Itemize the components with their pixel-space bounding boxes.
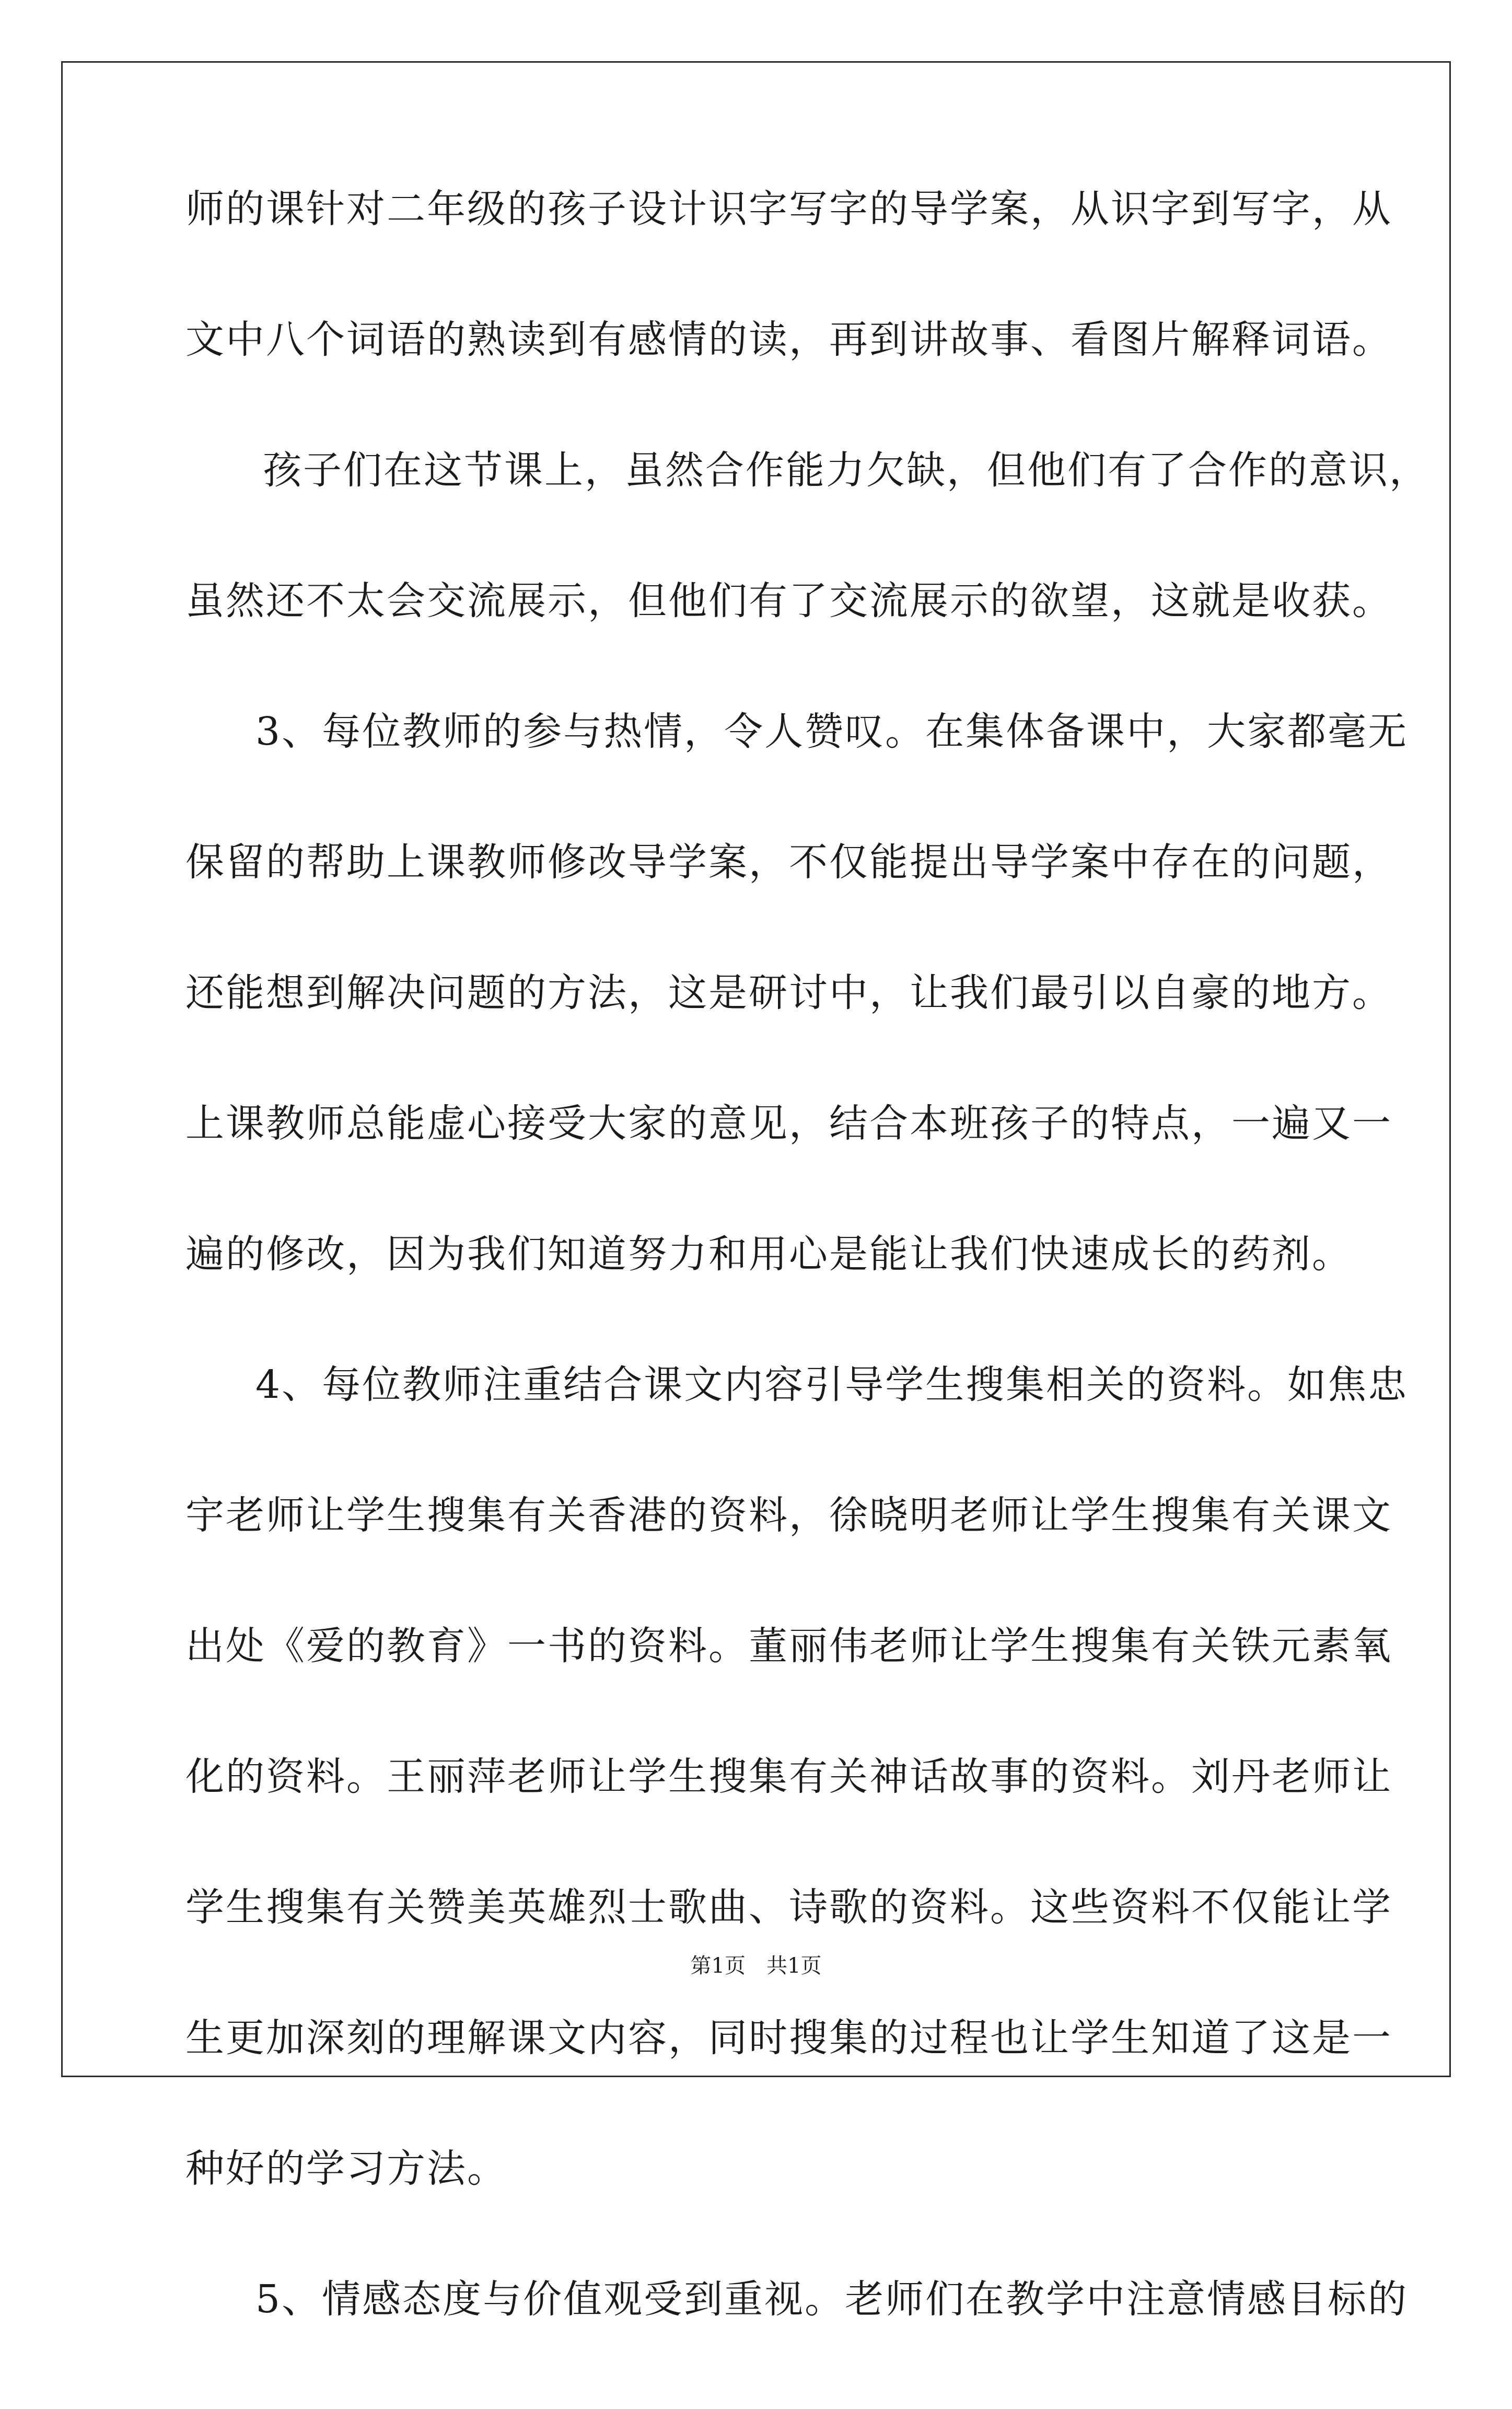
text-line: 还能想到解决问题的方法，这是研讨中，让我们最引以自豪的地方。 [185, 970, 1392, 1015]
text-line: 孩子们在这节课上，虽然合作能力欠缺，但他们有了合作的意识， [263, 448, 1429, 493]
text-line: 出处《爱的教育》一书的资料。董丽伟老师让学生搜集有关铁元素氧 [185, 1624, 1392, 1669]
text-line: 3、每位教师的参与热情，令人赞叹。在集体备课中，大家都毫无 [255, 709, 1409, 754]
text-line: 文中八个词语的熟读到有感情的读，再到讲故事、看图片解释词语。 [185, 317, 1392, 362]
text-line: 种好的学习方法。 [185, 2146, 507, 2191]
text-line: 上课教师总能虚心接受大家的意见，结合本班孩子的特点，一遍又一 [185, 1101, 1392, 1146]
page-footer: 第1页 共1页 [690, 1954, 822, 1978]
text-line: 4、每位教师注重结合课文内容引导学生搜集相关的资料。如焦忠 [255, 1362, 1409, 1407]
text-line: 5、情感态度与价值观受到重视。老师们在教学中注意情感目标的 [255, 2277, 1409, 2322]
text-line: 学生搜集有关赞美英雄烈士歌曲、诗歌的资料。这些资料不仅能让学 [185, 1885, 1392, 1930]
document-body [185, 187, 1429, 2409]
text-line: 化的资料。王丽萍老师让学生搜集有关神话故事的资料。刘丹老师让 [185, 1754, 1392, 1799]
text-line: 遍的修改，因为我们知道努力和用心是能让我们快速成长的药剂。 [185, 1232, 1352, 1277]
text-line: 宇老师让学生搜集有关香港的资料，徐晓明老师让学生搜集有关课文 [185, 1493, 1392, 1538]
text-line: 生更加深刻的理解课文内容，同时搜集的过程也让学生知道了这是一 [185, 2016, 1392, 2060]
text-line: 师的课针对二年级的孩子设计识字写字的导学案，从识字到写字，从 [185, 187, 1392, 231]
text-line: 虽然还不太会交流展示，但他们有了交流展示的欲望，这就是收获。 [185, 578, 1392, 623]
text-line: 保留的帮助上课教师修改导学案，不仅能提出导学案中存在的问题， [185, 840, 1392, 885]
